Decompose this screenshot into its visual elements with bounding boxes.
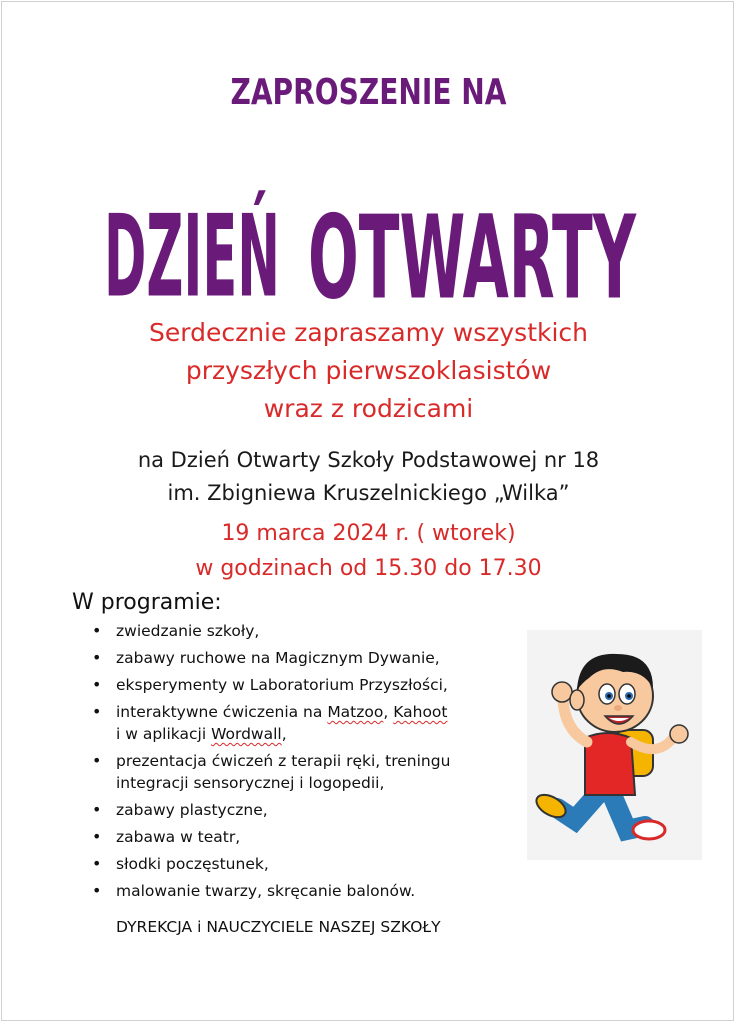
matzoo-link-text: Matzoo (327, 703, 384, 721)
boy-illustration (527, 630, 702, 860)
hero-word-otwarty: OTWARTY (308, 190, 637, 320)
program-item-text: i w aplikacji (116, 725, 212, 743)
program-item: • zwiedzanie szkoły, (92, 620, 512, 642)
school-line-1: na Dzień Otwarty Szkoły Podstawowej nr 18 (137, 448, 600, 472)
program-item: • zabawa w teatr, (92, 826, 512, 848)
hero-word-dzien: DZIEŃ (104, 191, 435, 320)
hero-title (96, 140, 646, 320)
boy-cartoon-icon (527, 630, 702, 860)
program-item: • zabawy ruchowe na Magicznym Dywanie, (92, 647, 512, 669)
program-item (92, 750, 512, 794)
invite-line-1: Serdecznie zapraszamy wszystkich (148, 318, 589, 347)
school-line-2: im. Zbigniewa Kruszelnickiego „Wilka” (167, 481, 570, 505)
program-item (92, 701, 512, 745)
program-title: W programie: (72, 590, 222, 615)
kicker-heading: ZAPROSZENIE NA (230, 72, 507, 113)
invite-line-3: wraz z rodzicami (263, 394, 474, 423)
wordwall-link-text: Wordwall (211, 725, 282, 743)
program-item-text: , (383, 703, 394, 721)
program-item-text: integracji sensorycznej i logopedii, (116, 774, 385, 792)
program-item: • słodki poczęstunek, (92, 853, 512, 875)
signature: DYREKCJA i NAUCZYCIELE NASZEJ SZKOŁY (116, 918, 441, 936)
invite-line-2: przyszłych pierwszoklasistów (185, 356, 552, 385)
program-item-text: interaktywne ćwiczenia na (116, 703, 328, 721)
event-hours: w godzinach od 15.30 do 17.30 (195, 556, 542, 581)
program-list (92, 620, 512, 907)
event-date: 19 marca 2024 r. ( wtorek) (221, 521, 516, 546)
kahoot-link-text: Kahoot (393, 703, 448, 721)
program-item: • zabawy plastyczne, (92, 799, 512, 821)
hero-title-svg (96, 140, 646, 320)
program-item-text: , (281, 725, 287, 743)
program-item-text: prezentacja ćwiczeń z terapii ręki, treningu (116, 752, 451, 770)
program-item: • malowanie twarzy, skręcanie balonów. (92, 880, 512, 902)
program-item: • eksperymenty w Laboratorium Przyszłości, (92, 674, 512, 696)
